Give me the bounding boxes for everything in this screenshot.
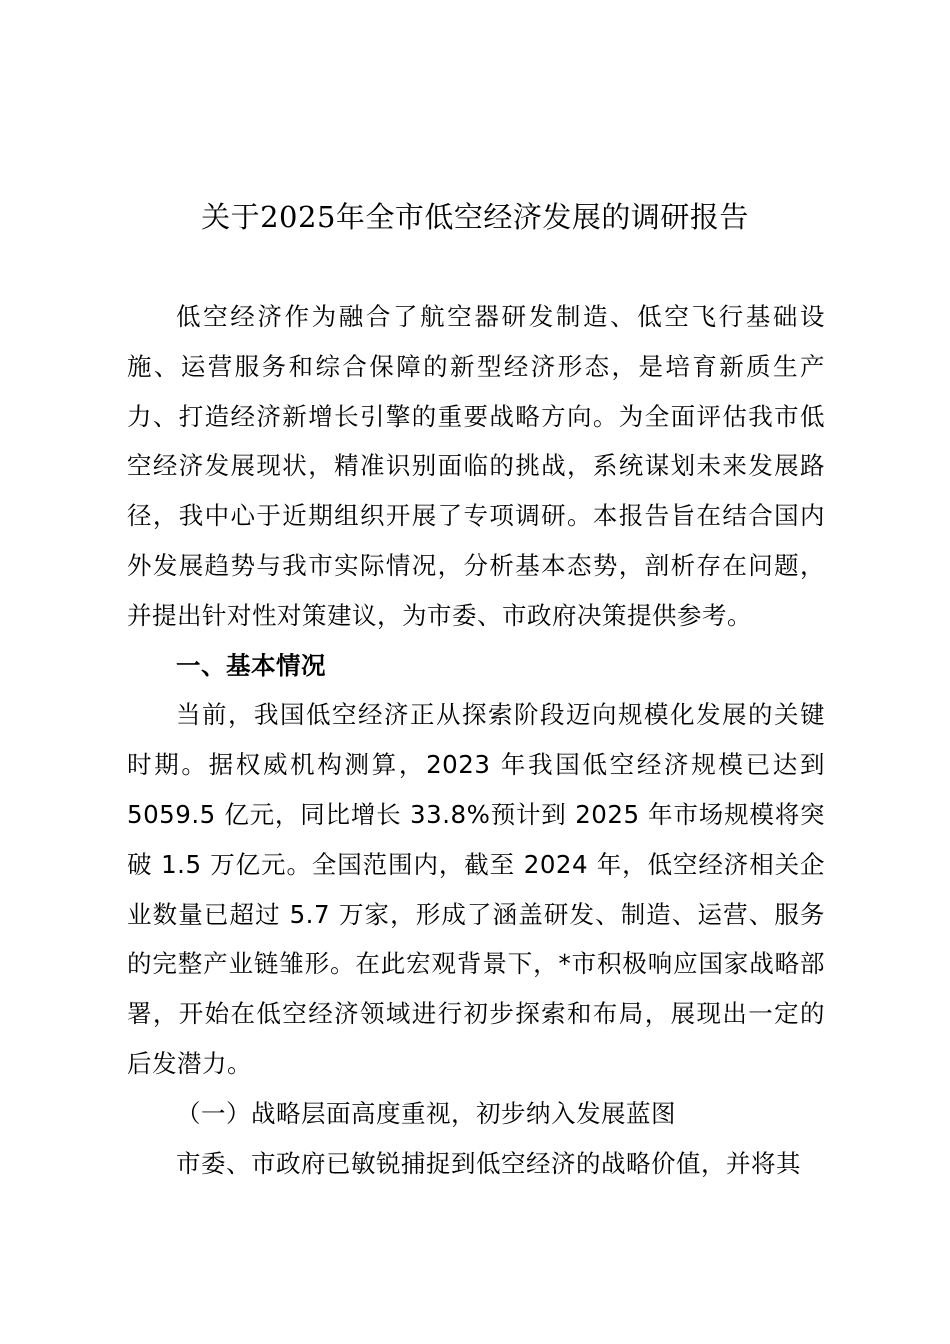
document-body — [127, 292, 825, 1188]
subsection-paragraph-strategy: 市委、市政府已敏锐捕捉到低空经济的战略价值，并将其 — [176, 1148, 801, 1178]
intro-paragraph: 低空经济作为融合了航空器研发制造、低空飞行基础设施、运营服务和综合保障的新型经济形态，是培育新质生产力、打造经济新增长引擎的重要战略方向。为全面评估我市低空经济发展现状，精准识别面临的挑战，系统谋划未来发展路径，我中心于近期组织开展了专项调研。本报告旨在结合国内外发展趋势与我市实际情况，分析基本态势，剖析存在问题，并提出针对性对策建议，为市委、市政府决策提供参考。 — [127, 302, 825, 630]
section-heading-basic-situation: 一、基本情况 — [176, 650, 326, 680]
document-title: 关于2025年全市低空经济发展的调研报告 — [201, 200, 749, 234]
section-paragraph-basic-situation: 当前，我国低空经济正从探索阶段迈向规模化发展的关键时期。据权威机构测算，2023 年我国低空经济规模已达到5059.5 亿元，同比增长 33.8%预计到 2025 年市场规模将突破 1.5 万亿元。全国范围内，截至 2024 年，低空经济相关企业数量已超过 5.7 万家，形成了涵盖研发、制造、运营、服务的完整产业链雏形。在此宏观背景下，*市积极响应国家战略部署，开始在低空经济领域进行初步探索和布局，展现出一定的后发潜力。 — [127, 700, 825, 1078]
subsection-heading-strategy: （一）战略层面高度重视，初步纳入发展蓝图 — [176, 1098, 676, 1128]
